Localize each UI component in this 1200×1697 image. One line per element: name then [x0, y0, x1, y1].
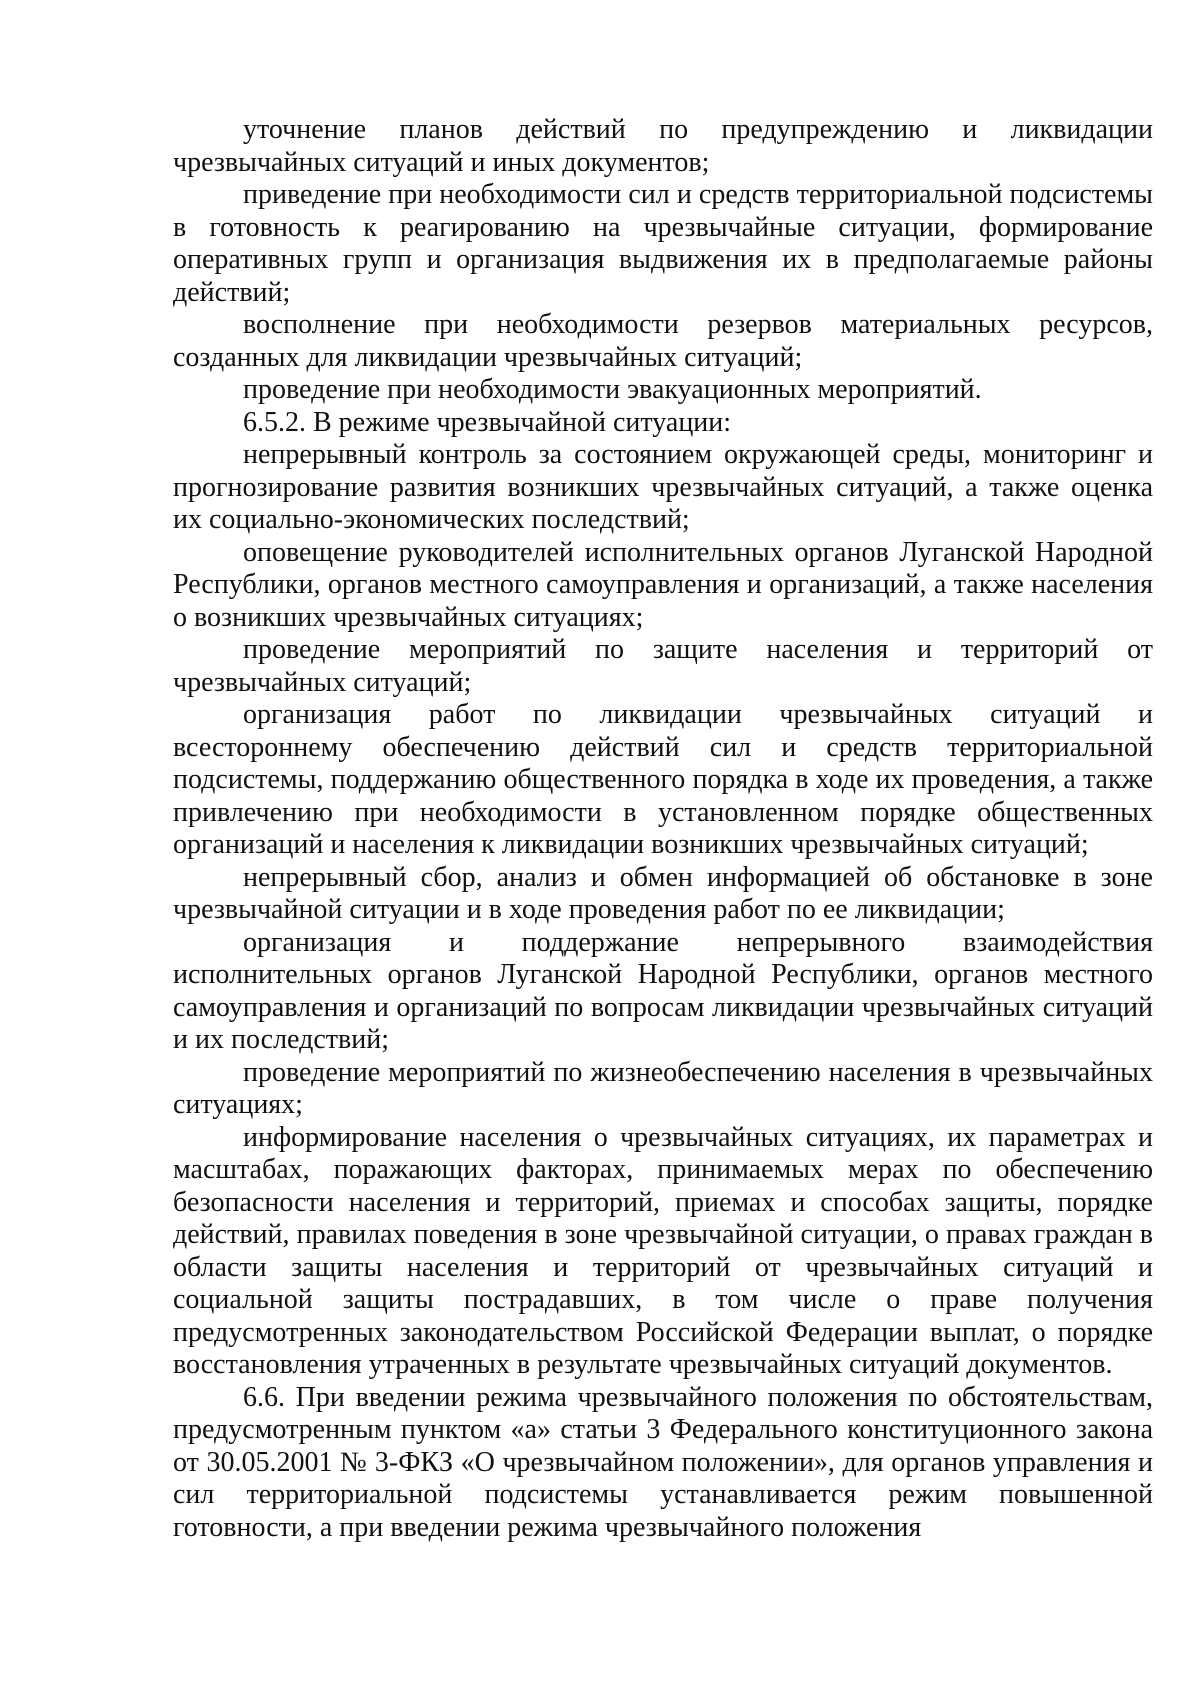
paragraph-information-exchange: непрерывный сбор, анализ и обмен информацией об обстановке в зоне чрезвычайной ситуации и в ходе проведения работ по ее ликвидации; [173, 861, 1153, 925]
paragraph-6-6-state-of-emergency: 6.6. При введении режима чрезвычайного положения по обстоятельствам, предусмотренным пунктом «а» статьи 3 Федерального конституционного закона от 30.05.2001 № 3-ФКЗ «О чрезвычайном положении», для органов управления и сил территориальной подсистемы устанавливается режим повышенной готовности, а при введении режима чрезвычайного положения [173, 1381, 1153, 1543]
paragraph-evacuation: проведение при необходимости эвакуационных мероприятий. [243, 374, 982, 405]
paragraph-life-support: проведение мероприятий по жизнеобеспечению населения в чрезвычайных ситуациях; [173, 1056, 1153, 1120]
section-heading-6-5-2: 6.5.2. В режиме чрезвычайной ситуации: [243, 406, 732, 438]
paragraph-forces-readiness: приведение при необходимости сил и средств территориальной подсистемы в готовность к реагированию на чрезвычайные ситуации, формирование оперативных групп и организация выдвижения их в предполагаемые районы действий; [173, 179, 1153, 308]
document-page [173, 114, 1153, 1544]
paragraph-interaction: организация и поддержание непрерывного взаимодействия исполнительных органов Луганской Народной Республики, органов местного самоуправления и организаций по вопросам ликвидации чрезвычайных ситуаций и их последствий; [173, 926, 1153, 1055]
paragraph-liquidation-works: организация работ по ликвидации чрезвычайных ситуаций и всестороннему обеспечению действий сил и средств территориальной подсистемы, поддержанию общественного порядка в ходе их проведения, а также привлечению при необходимости в установленном порядке общественных организаций и населения к ликвидации возникших чрезвычайных ситуаций; [173, 699, 1153, 860]
paragraph-reserves-replenishment: восполнение при необходимости резервов материальных ресурсов, созданных для ликвидации чрезвычайных ситуаций; [173, 309, 1153, 373]
paragraph-plans-clarification: уточнение планов действий по предупреждению и ликвидации чрезвычайных ситуаций и иных документов; [173, 114, 1153, 178]
paragraph-notification: оповещение руководителей исполнительных органов Луганской Народной Республики, органов местного самоуправления и организаций, а также населения о возникших чрезвычайных ситуациях; [173, 536, 1153, 633]
paragraph-environment-monitoring: непрерывный контроль за состоянием окружающей среды, мониторинг и прогнозирование развития возникших чрезвычайных ситуаций, а также оценка их социально-экономических последствий; [173, 439, 1153, 535]
paragraph-population-protection: проведение мероприятий по защите населения и территорий от чрезвычайных ситуаций; [173, 634, 1153, 698]
paragraph-public-informing: информирование населения о чрезвычайных ситуациях, их параметрах и масштабах, поражающих факторах, принимаемых мерах по обеспечению безопасности населения и территорий, приемах и способах защиты, порядке действий, правилах поведения в зоне чрезвычайной ситуации, о правах граждан в области защиты населения и территорий от чрезвычайных ситуаций и социальной защиты пострадавших, в том числе о праве получения предусмотренных законодательством Российской Федерации выплат, о порядке восстановления утраченных в результате чрезвычайных ситуаций документов. [173, 1121, 1153, 1380]
